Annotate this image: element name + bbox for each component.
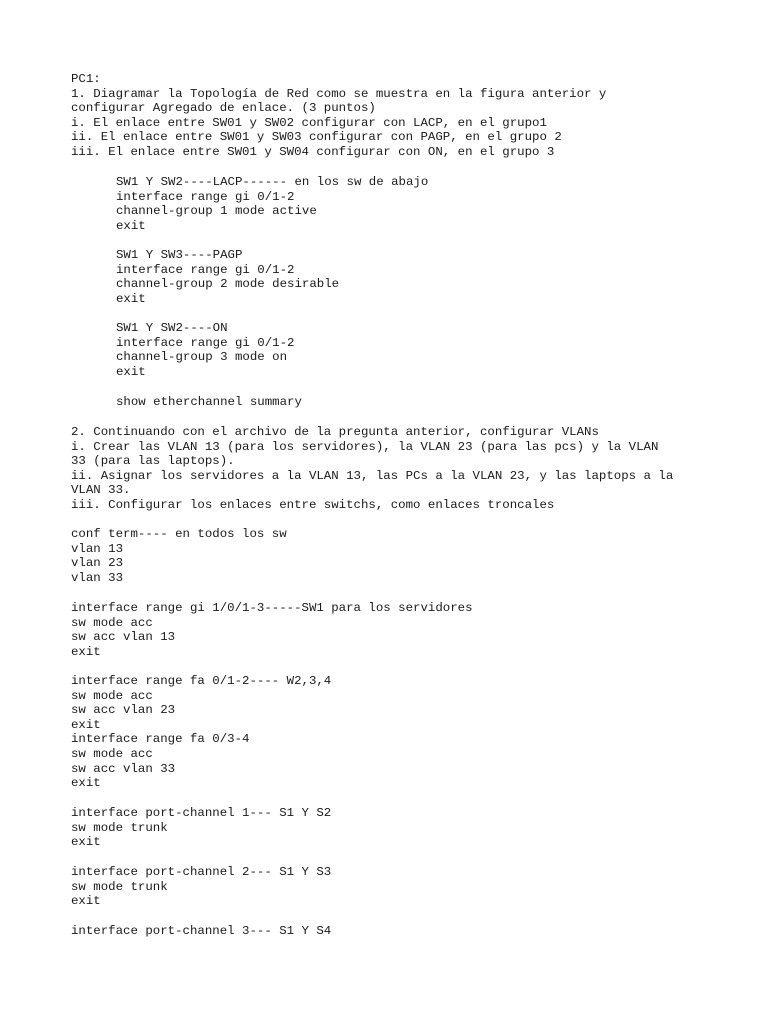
code-line: show etherchannel summary (116, 395, 302, 409)
code-line: SW1 Y SW2----LACP------ en los sw de abajo (116, 175, 429, 189)
intro-line: configurar Agregado de enlace. (3 puntos) (71, 101, 376, 116)
code-line: sw mode trunk (71, 820, 168, 835)
code-line: vlan 33 (71, 570, 124, 585)
question-line: 2. Continuando con el archivo de la pregunta anterior, configurar VLANs (71, 425, 599, 439)
intro-line: PC1: (71, 72, 101, 86)
code-line: interface range fa 0/1-2---- W2,3,4 (71, 674, 332, 688)
port-channel-2-block (71, 865, 721, 909)
code-line: exit (116, 218, 146, 233)
code-line: interface port-channel 3--- S1 Y S4 (71, 924, 332, 938)
code-line: interface range gi 0/1-2 (116, 189, 295, 204)
code-line: interface port-channel 1--- S1 Y S2 (71, 806, 332, 820)
question-line: i. Crear las VLAN 13 (para los servidores), la VLAN 23 (para las pcs) y la VLAN (71, 439, 659, 454)
code-line: interface range fa 0/3-4 (71, 732, 250, 747)
code-line: sw acc vlan 33 (71, 761, 176, 776)
code-line: sw mode acc (71, 615, 153, 630)
pagp-config-block (116, 248, 766, 306)
lacp-config-block (116, 175, 766, 233)
code-line: sw acc vlan 23 (71, 703, 176, 718)
intro-line: iii. El enlace entre SW01 y SW04 configurar con ON, en el grupo 3 (71, 144, 555, 159)
code-line: interface port-channel 2--- S1 Y S3 (71, 865, 332, 879)
intro-line: ii. El enlace entre SW01 y SW03 configurar con PAGP, en el grupo 2 (71, 130, 562, 145)
vlan-create-block (71, 527, 721, 585)
code-line: exit (71, 776, 101, 791)
code-line: exit (71, 644, 101, 659)
code-line: sw mode trunk (71, 879, 168, 894)
question-line: VLAN 33. (71, 483, 131, 498)
code-line: sw mode acc (71, 746, 153, 761)
code-line: exit (71, 835, 101, 850)
code-line: channel-group 3 mode on (116, 350, 288, 365)
code-line: exit (71, 894, 101, 909)
intro-line: 1. Diagramar la Topología de Red como se muestra en la figura anterior y (71, 86, 607, 101)
question-line: ii. Asignar los servidores a la VLAN 13, las PCs a la VLAN 23, y las laptops a la (71, 468, 674, 483)
pcs-laptops-config-block (71, 674, 721, 791)
servers-config-block (71, 601, 721, 659)
code-line: exit (71, 717, 101, 732)
code-line: interface range gi 0/1-2 (116, 335, 295, 350)
code-line: sw acc vlan 13 (71, 630, 176, 645)
code-line: vlan 13 (71, 541, 124, 556)
port-channel-3-block (71, 924, 721, 939)
question2-section (71, 425, 721, 513)
intro-section (71, 72, 721, 160)
question-line: 33 (para las laptops). (71, 454, 235, 469)
intro-line: i. El enlace entre SW01 y SW02 configurar con LACP, en el grupo1 (71, 115, 547, 130)
code-line: interface range gi 0/1-2 (116, 262, 295, 277)
code-line: SW1 Y SW2----ON (116, 321, 228, 335)
code-line: conf term---- en todos los sw (71, 527, 287, 541)
code-line: exit (116, 364, 146, 379)
summary-command-block (116, 395, 766, 410)
question-line: iii. Configurar los enlaces entre switchs, como enlaces troncales (71, 497, 555, 512)
code-line: vlan 23 (71, 556, 124, 571)
code-line: interface range gi 1/0/1-3-----SW1 para los servidores (71, 601, 473, 615)
code-line: SW1 Y SW3----PAGP (116, 248, 243, 262)
code-line: channel-group 1 mode active (116, 204, 317, 219)
on-config-block (116, 321, 766, 379)
port-channel-1-block (71, 806, 721, 850)
code-line: channel-group 2 mode desirable (116, 277, 340, 292)
code-line: exit (116, 291, 146, 306)
code-line: sw mode acc (71, 688, 153, 703)
